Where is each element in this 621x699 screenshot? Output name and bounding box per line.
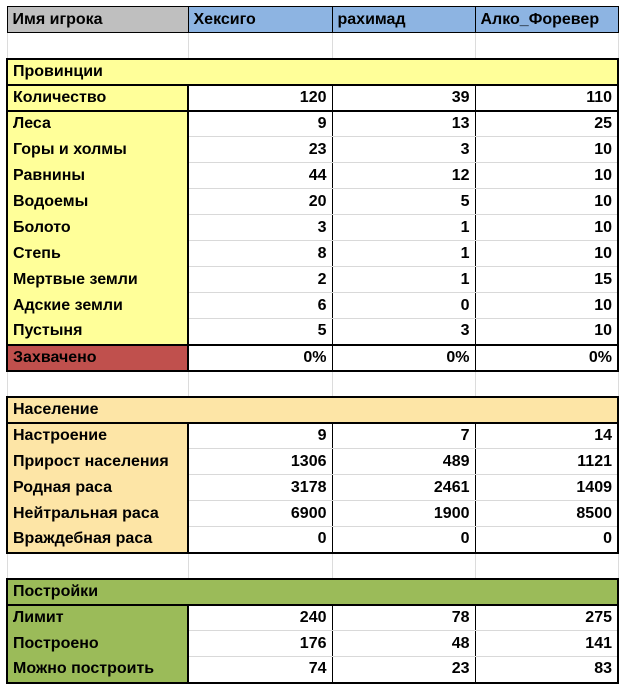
value-cell[interactable]: 8500 — [475, 501, 618, 527]
table-row — [7, 163, 618, 189]
section-header-row — [7, 579, 618, 605]
table-row — [7, 501, 618, 527]
value-cell[interactable]: 10 — [475, 293, 618, 319]
empty-cell[interactable] — [475, 553, 618, 579]
table-row — [7, 475, 618, 501]
value-cell[interactable]: 0% — [188, 345, 332, 371]
row-label[interactable]: Степь — [7, 241, 188, 267]
table-row — [7, 657, 618, 683]
row-label[interactable]: Прирост населения — [7, 449, 188, 475]
value-cell[interactable]: 12 — [332, 163, 475, 189]
value-cell[interactable]: 489 — [332, 449, 475, 475]
value-cell[interactable]: 15 — [475, 267, 618, 293]
value-cell[interactable]: 1 — [332, 241, 475, 267]
table-row — [7, 85, 618, 111]
row-label[interactable]: Построено — [7, 631, 188, 657]
value-cell[interactable]: 10 — [475, 215, 618, 241]
value-cell[interactable]: 6 — [188, 293, 332, 319]
value-cell[interactable]: 1409 — [475, 475, 618, 501]
table-row — [7, 189, 618, 215]
row-label[interactable]: Нейтральная раса — [7, 501, 188, 527]
value-cell[interactable]: 1121 — [475, 449, 618, 475]
player-column-header[interactable]: Хексиго — [188, 7, 332, 33]
value-cell[interactable]: 0% — [475, 345, 618, 371]
value-cell[interactable]: 1 — [332, 215, 475, 241]
value-cell[interactable]: 2461 — [332, 475, 475, 501]
empty-row — [7, 371, 618, 397]
value-cell[interactable]: 25 — [475, 111, 618, 137]
value-cell[interactable]: 0 — [188, 527, 332, 553]
table-row — [7, 215, 618, 241]
value-cell[interactable]: 275 — [475, 605, 618, 631]
section-header-row — [7, 59, 618, 85]
table-row — [7, 449, 618, 475]
value-cell[interactable]: 10 — [475, 137, 618, 163]
table-row — [7, 319, 618, 345]
table-row — [7, 111, 618, 137]
empty-cell[interactable] — [188, 371, 332, 397]
value-cell[interactable]: 176 — [188, 631, 332, 657]
empty-cell[interactable] — [475, 33, 618, 59]
row-label[interactable]: Количество — [7, 85, 188, 111]
row-label[interactable]: Можно построить — [7, 657, 188, 683]
player-column-header[interactable]: рахимад — [332, 7, 475, 33]
value-cell[interactable]: 5 — [332, 189, 475, 215]
value-cell[interactable]: 3 — [188, 215, 332, 241]
table-row — [7, 345, 618, 371]
value-cell[interactable]: 10 — [475, 319, 618, 345]
row-label[interactable]: Леса — [7, 111, 188, 137]
value-cell[interactable]: 44 — [188, 163, 332, 189]
value-cell[interactable]: 2 — [188, 267, 332, 293]
value-cell[interactable]: 0 — [332, 527, 475, 553]
empty-cell[interactable] — [7, 371, 188, 397]
header-row — [7, 7, 618, 33]
value-cell[interactable]: 3178 — [188, 475, 332, 501]
value-cell[interactable]: 78 — [332, 605, 475, 631]
row-label[interactable]: Захвачено — [7, 345, 188, 371]
value-cell[interactable]: 20 — [188, 189, 332, 215]
row-label[interactable]: Равнины — [7, 163, 188, 189]
value-cell[interactable]: 23 — [332, 657, 475, 683]
row-label[interactable]: Лимит — [7, 605, 188, 631]
value-cell[interactable]: 0 — [332, 293, 475, 319]
table-row — [7, 137, 618, 163]
player-name-header[interactable]: Имя игрока — [7, 7, 188, 33]
player-stats-table — [6, 6, 619, 684]
table-row — [7, 267, 618, 293]
table-row — [7, 631, 618, 657]
value-cell[interactable]: 39 — [332, 85, 475, 111]
table-row — [7, 293, 618, 319]
value-cell[interactable]: 240 — [188, 605, 332, 631]
empty-row — [7, 553, 618, 579]
table-row — [7, 605, 618, 631]
player-column-header[interactable]: Алко_Форевер — [475, 7, 618, 33]
row-label[interactable]: Болото — [7, 215, 188, 241]
empty-cell[interactable] — [475, 371, 618, 397]
table-row — [7, 241, 618, 267]
row-label[interactable]: Настроение — [7, 423, 188, 449]
value-cell[interactable]: 3 — [332, 137, 475, 163]
value-cell[interactable]: 48 — [332, 631, 475, 657]
section-header-row — [7, 397, 618, 423]
value-cell[interactable]: 3 — [332, 319, 475, 345]
value-cell[interactable]: 83 — [475, 657, 618, 683]
value-cell[interactable]: 9 — [188, 423, 332, 449]
row-label[interactable]: Горы и холмы — [7, 137, 188, 163]
empty-row — [7, 33, 618, 59]
table-row — [7, 527, 618, 553]
value-cell[interactable]: 74 — [188, 657, 332, 683]
value-cell[interactable]: 141 — [475, 631, 618, 657]
value-cell[interactable]: 10 — [475, 163, 618, 189]
row-label[interactable]: Водоемы — [7, 189, 188, 215]
value-cell[interactable]: 1900 — [332, 501, 475, 527]
section-title[interactable]: Население — [7, 397, 618, 423]
value-cell[interactable]: 1 — [332, 267, 475, 293]
value-cell[interactable]: 10 — [475, 189, 618, 215]
section-title[interactable]: Провинции — [7, 59, 618, 85]
empty-cell[interactable] — [188, 33, 332, 59]
row-label[interactable]: Мертвые земли — [7, 267, 188, 293]
value-cell[interactable]: 9 — [188, 111, 332, 137]
empty-cell[interactable] — [332, 553, 475, 579]
value-cell[interactable]: 23 — [188, 137, 332, 163]
empty-cell[interactable] — [7, 553, 188, 579]
row-label[interactable]: Пустыня — [7, 319, 188, 345]
value-cell[interactable]: 10 — [475, 241, 618, 267]
section-title[interactable]: Постройки — [7, 579, 618, 605]
value-cell[interactable]: 120 — [188, 85, 332, 111]
empty-cell[interactable] — [332, 33, 475, 59]
value-cell[interactable]: 14 — [475, 423, 618, 449]
row-label[interactable]: Родная раса — [7, 475, 188, 501]
value-cell[interactable]: 13 — [332, 111, 475, 137]
value-cell[interactable]: 8 — [188, 241, 332, 267]
empty-cell[interactable] — [7, 33, 188, 59]
value-cell[interactable]: 0 — [475, 527, 618, 553]
value-cell[interactable]: 6900 — [188, 501, 332, 527]
value-cell[interactable]: 110 — [475, 85, 618, 111]
empty-cell[interactable] — [332, 371, 475, 397]
value-cell[interactable]: 5 — [188, 319, 332, 345]
value-cell[interactable]: 0% — [332, 345, 475, 371]
value-cell[interactable]: 7 — [332, 423, 475, 449]
row-label[interactable]: Адские земли — [7, 293, 188, 319]
empty-cell[interactable] — [188, 553, 332, 579]
row-label[interactable]: Враждебная раса — [7, 527, 188, 553]
value-cell[interactable]: 1306 — [188, 449, 332, 475]
table-row — [7, 423, 618, 449]
